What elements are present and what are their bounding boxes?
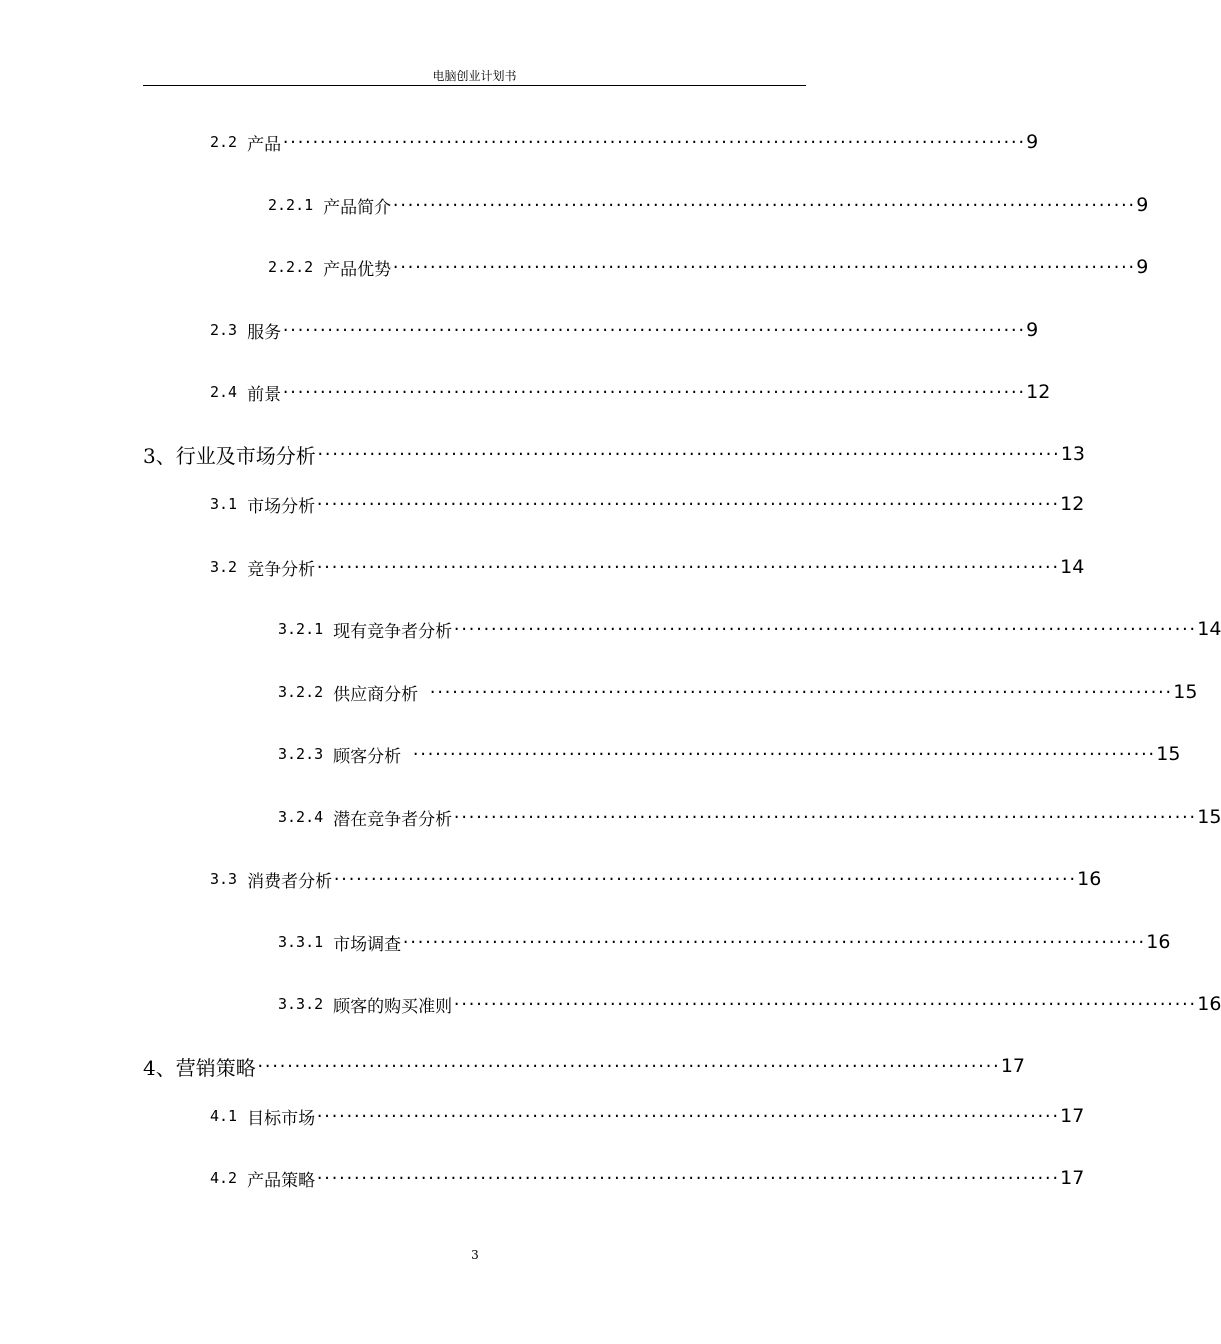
toc-entry-page: 9: [1136, 194, 1149, 216]
toc-entry-3-3[interactable]: [210, 864, 1102, 894]
toc-entry-4-1[interactable]: [210, 1101, 1085, 1131]
toc-entry-3-2-1[interactable]: [278, 614, 1221, 644]
toc-leader-dots: ····································································································: [281, 133, 1025, 151]
toc-entry-3-2-2[interactable]: [278, 677, 1198, 707]
toc-entry-page: 9: [1026, 131, 1039, 153]
header-rule: [143, 85, 806, 86]
toc-entry-page: 15: [1156, 743, 1181, 765]
toc-leader-dots: ····································································································: [315, 1169, 1059, 1187]
toc-entry-page: 12: [1026, 381, 1051, 403]
toc-entry-title: 产品简介: [323, 197, 392, 218]
toc-entry-title: 顾客的购买准则: [333, 996, 453, 1017]
toc-entry-number: 2.2: [210, 133, 238, 151]
toc-entry-4-2[interactable]: [210, 1163, 1085, 1193]
toc-entry-number: 4、: [143, 1055, 176, 1080]
toc-entry-title: 竞争分析: [247, 559, 316, 580]
toc-entry-title: 供应商分析: [333, 684, 419, 705]
toc-entry-number: 2.2.1: [268, 196, 314, 214]
toc-entry-title: 产品策略: [247, 1170, 316, 1191]
toc-entry-title: 目标市场: [247, 1108, 316, 1129]
toc-entry-number: 3.1: [210, 495, 238, 513]
toc-entry-title: 潜在竞争者分析: [333, 809, 453, 830]
toc-entry-title: 行业及市场分析: [175, 443, 316, 468]
toc-entry-title: 顾客分析: [333, 746, 402, 767]
toc-entry-title: 产品优势: [323, 259, 392, 280]
toc-entry-3-3-1[interactable]: [278, 927, 1171, 957]
toc-entry-number: 4.1: [210, 1107, 238, 1125]
toc-leader-dots: ····································································································: [452, 808, 1196, 826]
toc-entry-2-3[interactable]: [210, 315, 1039, 345]
toc-entry-page: 14: [1060, 556, 1085, 578]
toc-entry-number: 3、: [143, 443, 176, 468]
toc-leader-dots: ····································································································: [401, 933, 1145, 951]
toc-leader-dots: ····································································································: [315, 1107, 1059, 1125]
toc-leader-dots: ····································································································: [332, 870, 1076, 888]
toc-entry-2-2[interactable]: [210, 127, 1039, 157]
running-header: 电脑创业计划书: [432, 69, 517, 83]
toc-entry-3-1[interactable]: [210, 489, 1085, 519]
toc-entry-page: 16: [1197, 993, 1221, 1015]
toc-entry-3-2-4[interactable]: [278, 802, 1221, 832]
toc-leader-dots: ····································································································: [315, 558, 1059, 576]
toc-entry-number: 3.2.1: [278, 620, 324, 638]
toc-entry-2-4[interactable]: [210, 377, 1051, 407]
toc-entry-page: 16: [1146, 931, 1171, 953]
toc-entry-number: 3.2.2: [278, 683, 324, 701]
toc-entry-page: 15: [1173, 681, 1198, 703]
toc-entry-2-2-1[interactable]: [268, 190, 1149, 220]
toc-entry-number: 2.3: [210, 321, 238, 339]
toc-entry-page: 14: [1197, 618, 1221, 640]
toc-entry-number: 3.2.3: [278, 745, 324, 763]
toc-leader-dots: ····································································································: [452, 620, 1196, 638]
toc-entry-page: 9: [1136, 256, 1149, 278]
toc-entry-number: 3.3.1: [278, 933, 324, 951]
toc-entry-number: 2.4: [210, 383, 238, 401]
toc-entry-title: 服务: [247, 322, 282, 343]
toc-entry-title: 前景: [247, 384, 282, 405]
toc-leader-dots: ····································································································: [281, 383, 1025, 401]
toc-entry-page: 9: [1026, 319, 1039, 341]
toc-leader-dots: ····································································································: [428, 683, 1172, 701]
toc-entry-3-2-3[interactable]: [278, 739, 1181, 769]
toc-entry-number: 3.2: [210, 558, 238, 576]
toc-entry-number: 4.2: [210, 1169, 238, 1187]
toc-entry-4[interactable]: [143, 1051, 1025, 1081]
toc-entry-page: 13: [1060, 443, 1085, 465]
toc-leader-dots: ····································································································: [315, 445, 1059, 463]
toc-entry-title: 市场调查: [333, 934, 402, 955]
toc-leader-dots: ····································································································: [255, 1057, 999, 1075]
toc-entry-title: 产品: [247, 134, 282, 155]
toc-entry-page: 16: [1077, 868, 1102, 890]
page-number: 3: [471, 1248, 479, 1262]
toc-leader-dots: ····································································································: [391, 196, 1135, 214]
toc-entry-page: 17: [1060, 1167, 1085, 1189]
toc-entry-page: 12: [1060, 493, 1085, 515]
toc-leader-dots: ····································································································: [452, 995, 1196, 1013]
toc-entry-number: 2.2.2: [268, 258, 314, 276]
toc-entry-3-2[interactable]: [210, 552, 1085, 582]
toc-entry-title: 营销策略: [175, 1055, 256, 1080]
toc-entry-number: 3.2.4: [278, 808, 324, 826]
toc-entry-3-3-2[interactable]: [278, 989, 1221, 1019]
toc-entry-number: 3.3.2: [278, 995, 324, 1013]
toc-entry-title: 市场分析: [247, 496, 316, 517]
toc-leader-dots: ····································································································: [281, 321, 1025, 339]
toc-leader-dots: ····································································································: [315, 495, 1059, 513]
toc-entry-page: 15: [1197, 806, 1221, 828]
toc-leader-dots: ····································································································: [411, 745, 1155, 763]
toc-entry-page: 17: [1000, 1055, 1025, 1077]
toc-entry-title: 消费者分析: [247, 871, 333, 892]
toc-entry-number: 3.3: [210, 870, 238, 888]
toc-entry-title: 现有竞争者分析: [333, 621, 453, 642]
toc-entry-2-2-2[interactable]: [268, 252, 1149, 282]
toc-leader-dots: ····································································································: [391, 258, 1135, 276]
toc-entry-3[interactable]: [143, 439, 1085, 469]
toc-entry-page: 17: [1060, 1105, 1085, 1127]
